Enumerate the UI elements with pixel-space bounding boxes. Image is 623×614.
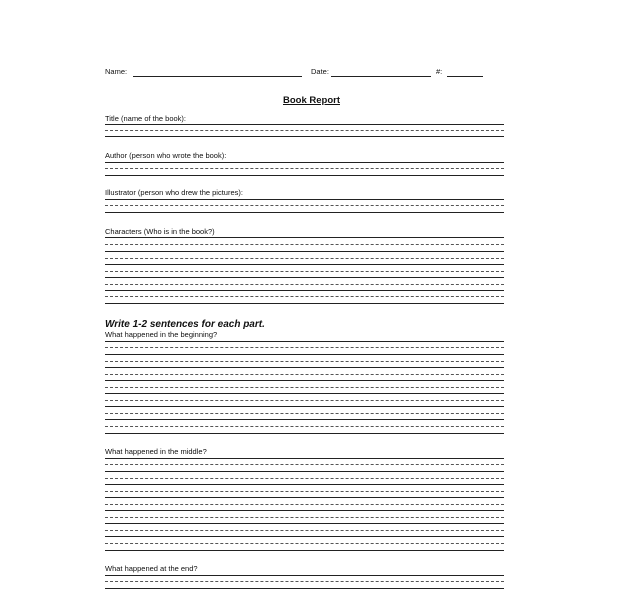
guide-line — [105, 504, 504, 505]
writing-line[interactable] — [105, 419, 504, 420]
guide-line — [105, 244, 504, 245]
writing-line[interactable] — [105, 303, 504, 304]
guide-line — [105, 426, 504, 427]
title-field-label: Title (name of the book): — [105, 114, 187, 123]
guide-line — [105, 491, 504, 492]
guide-line — [105, 258, 504, 259]
writing-line[interactable] — [105, 367, 504, 368]
writing-line[interactable] — [105, 290, 504, 291]
illustrator-field-label: Illustrator (person who drew the pictures): — [105, 188, 243, 197]
guide-line — [105, 517, 504, 518]
name-blank[interactable] — [133, 76, 302, 77]
name-label: Name: — [105, 67, 128, 76]
writing-line[interactable] — [105, 277, 504, 278]
guide-line — [105, 374, 504, 375]
beginning-field-label: What happened in the beginning? — [105, 330, 218, 339]
number-label: #: — [436, 67, 443, 76]
guide-line — [105, 168, 504, 169]
writing-line[interactable] — [105, 510, 504, 511]
end-field-label: What happened at the end? — [105, 564, 198, 573]
writing-line[interactable] — [105, 162, 504, 163]
guide-line — [105, 464, 504, 465]
guide-line — [105, 271, 504, 272]
writing-line[interactable] — [105, 523, 504, 524]
guide-line — [105, 478, 504, 479]
writing-line[interactable] — [105, 380, 504, 381]
writing-line[interactable] — [105, 341, 504, 342]
writing-line[interactable] — [105, 237, 504, 238]
characters-field-label: Characters (Who is in the book?) — [105, 227, 215, 236]
date-blank[interactable] — [331, 76, 431, 77]
writing-line[interactable] — [105, 199, 504, 200]
writing-line[interactable] — [105, 588, 504, 589]
middle-field-label: What happened in the middle? — [105, 447, 207, 456]
writing-line[interactable] — [105, 406, 504, 407]
writing-line[interactable] — [105, 251, 504, 252]
guide-line — [105, 130, 504, 131]
guide-line — [105, 543, 504, 544]
guide-line — [105, 284, 504, 285]
page-title — [0, 90, 623, 108]
writing-line[interactable] — [105, 471, 504, 472]
writing-line[interactable] — [105, 175, 504, 176]
writing-line[interactable] — [105, 497, 504, 498]
date-label: Date: — [311, 67, 329, 76]
guide-line — [105, 205, 504, 206]
author-field-label: Author (person who wrote the book): — [105, 151, 227, 160]
instruction-heading: Write 1-2 sentences for each part. — [105, 319, 265, 330]
writing-line[interactable] — [105, 124, 504, 125]
guide-line — [105, 296, 504, 297]
writing-line[interactable] — [105, 393, 504, 394]
number-blank[interactable] — [447, 76, 483, 77]
guide-line — [105, 581, 504, 582]
guide-line — [105, 387, 504, 388]
writing-line[interactable] — [105, 484, 504, 485]
page-title-text: Book Report — [283, 95, 340, 106]
writing-line[interactable] — [105, 575, 504, 576]
writing-line[interactable] — [105, 458, 504, 459]
writing-line[interactable] — [105, 264, 504, 265]
guide-line — [105, 361, 504, 362]
guide-line — [105, 400, 504, 401]
writing-line[interactable] — [105, 433, 504, 434]
guide-line — [105, 347, 504, 348]
writing-line[interactable] — [105, 212, 504, 213]
writing-line[interactable] — [105, 550, 504, 551]
writing-line[interactable] — [105, 536, 504, 537]
guide-line — [105, 530, 504, 531]
writing-line[interactable] — [105, 136, 504, 137]
writing-line[interactable] — [105, 354, 504, 355]
guide-line — [105, 413, 504, 414]
